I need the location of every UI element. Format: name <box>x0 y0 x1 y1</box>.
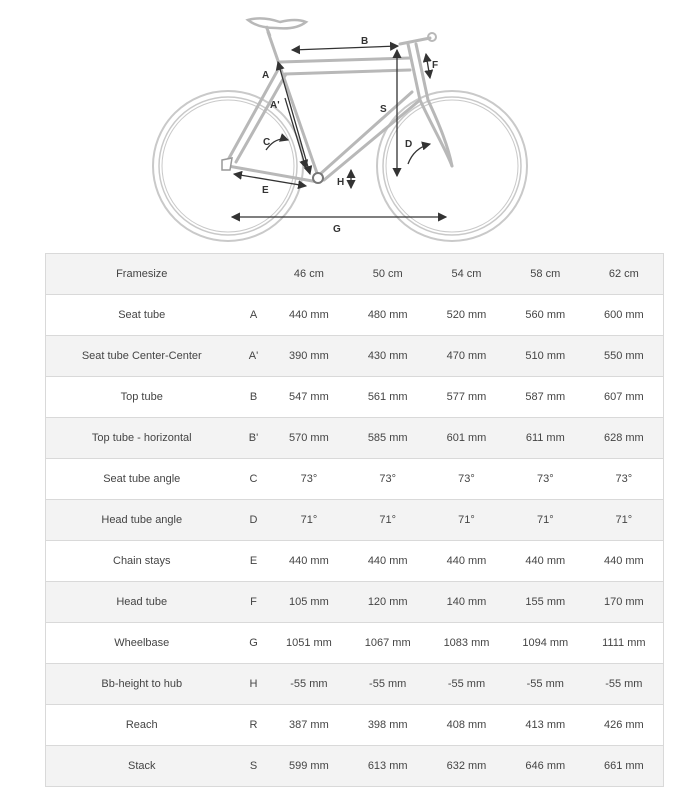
row-value: 607 mm <box>585 377 664 418</box>
row-value: 440 mm <box>270 295 349 336</box>
row-value: 120 mm <box>348 582 427 623</box>
row-value: 140 mm <box>427 582 506 623</box>
row-value: 570 mm <box>270 418 349 459</box>
table-row <box>46 623 664 664</box>
row-value: 440 mm <box>427 541 506 582</box>
row-label: Top tube <box>46 377 238 418</box>
row-label: Reach <box>46 705 238 746</box>
row-value: 426 mm <box>585 705 664 746</box>
row-value: 510 mm <box>506 336 585 377</box>
label-s: S <box>380 104 387 115</box>
row-label: Chain stays <box>46 541 238 582</box>
row-value: 440 mm <box>506 541 585 582</box>
label-g: G <box>333 224 341 235</box>
label-c: C <box>263 137 271 148</box>
row-value: 398 mm <box>348 705 427 746</box>
row-value: 71° <box>270 500 349 541</box>
row-value: 73° <box>506 459 585 500</box>
header-label: Framesize <box>46 254 238 295</box>
row-value: 71° <box>585 500 664 541</box>
header-code <box>238 254 270 295</box>
row-value: 155 mm <box>506 582 585 623</box>
row-value: 71° <box>348 500 427 541</box>
saddle <box>248 18 306 28</box>
table-row <box>46 295 664 336</box>
geometry-table <box>45 253 664 787</box>
row-value: 601 mm <box>427 418 506 459</box>
bike-geometry-diagram <box>0 0 676 248</box>
header-size: 46 cm <box>270 254 349 295</box>
row-value: 520 mm <box>427 295 506 336</box>
label-b: B <box>361 36 369 47</box>
row-value: 73° <box>585 459 664 500</box>
row-code: D <box>238 500 270 541</box>
row-value: 73° <box>270 459 349 500</box>
row-value: 73° <box>427 459 506 500</box>
row-label: Wheelbase <box>46 623 238 664</box>
label-a: A <box>262 70 270 81</box>
row-value: 613 mm <box>348 746 427 787</box>
row-code: G <box>238 623 270 664</box>
row-label: Head tube <box>46 582 238 623</box>
row-code: S <box>238 746 270 787</box>
table-row <box>46 541 664 582</box>
row-value: 440 mm <box>270 541 349 582</box>
table-row <box>46 459 664 500</box>
row-code: F <box>238 582 270 623</box>
row-value: 577 mm <box>427 377 506 418</box>
row-value: 71° <box>506 500 585 541</box>
row-value: 550 mm <box>585 336 664 377</box>
row-value: 632 mm <box>427 746 506 787</box>
row-code: B' <box>238 418 270 459</box>
row-value: 547 mm <box>270 377 349 418</box>
table-row <box>46 377 664 418</box>
row-code: R <box>238 705 270 746</box>
header-size: 54 cm <box>427 254 506 295</box>
row-value: 561 mm <box>348 377 427 418</box>
row-value: 560 mm <box>506 295 585 336</box>
table-row <box>46 418 664 459</box>
row-value: 440 mm <box>348 541 427 582</box>
row-label: Stack <box>46 746 238 787</box>
table-header-row <box>46 254 664 295</box>
dim-b-arrow <box>292 46 398 50</box>
row-code: E <box>238 541 270 582</box>
row-value: 1051 mm <box>270 623 349 664</box>
row-value: 480 mm <box>348 295 427 336</box>
row-value: 440 mm <box>585 541 664 582</box>
label-f: F <box>432 60 439 71</box>
label-d: D <box>405 139 413 150</box>
row-value: -55 mm <box>585 664 664 705</box>
row-value: 600 mm <box>585 295 664 336</box>
row-label: Seat tube angle <box>46 459 238 500</box>
row-value: 585 mm <box>348 418 427 459</box>
row-value: 408 mm <box>427 705 506 746</box>
row-value: -55 mm <box>348 664 427 705</box>
header-size: 58 cm <box>506 254 585 295</box>
header-size: 62 cm <box>585 254 664 295</box>
label-a-prime: A' <box>270 100 280 111</box>
row-value: -55 mm <box>506 664 585 705</box>
row-value: -55 mm <box>270 664 349 705</box>
row-value: 170 mm <box>585 582 664 623</box>
table-row <box>46 664 664 705</box>
label-h: H <box>337 177 345 188</box>
dim-a-arrow <box>278 62 310 174</box>
row-value: 646 mm <box>506 746 585 787</box>
row-label: Seat tube Center-Center <box>46 336 238 377</box>
row-code: C <box>238 459 270 500</box>
table-row <box>46 500 664 541</box>
row-value: 387 mm <box>270 705 349 746</box>
table-row <box>46 746 664 787</box>
label-e: E <box>262 185 269 196</box>
row-code: B <box>238 377 270 418</box>
row-value: 599 mm <box>270 746 349 787</box>
row-value: 1067 mm <box>348 623 427 664</box>
row-value: 628 mm <box>585 418 664 459</box>
row-code: H <box>238 664 270 705</box>
row-label: Top tube - horizontal <box>46 418 238 459</box>
table-row <box>46 336 664 377</box>
row-value: 1111 mm <box>585 623 664 664</box>
row-code: A' <box>238 336 270 377</box>
dim-f-arrow <box>426 54 430 78</box>
header-size: 50 cm <box>348 254 427 295</box>
row-code: A <box>238 295 270 336</box>
row-value: 470 mm <box>427 336 506 377</box>
table-row <box>46 582 664 623</box>
table-row <box>46 705 664 746</box>
row-label: Bb-height to hub <box>46 664 238 705</box>
row-value: 105 mm <box>270 582 349 623</box>
row-value: 71° <box>427 500 506 541</box>
row-value: 430 mm <box>348 336 427 377</box>
row-value: 390 mm <box>270 336 349 377</box>
bottom-bracket <box>313 173 323 183</box>
row-value: 1083 mm <box>427 623 506 664</box>
row-value: 413 mm <box>506 705 585 746</box>
row-label: Head tube angle <box>46 500 238 541</box>
row-label: Seat tube <box>46 295 238 336</box>
row-value: 587 mm <box>506 377 585 418</box>
row-value: 73° <box>348 459 427 500</box>
row-value: 661 mm <box>585 746 664 787</box>
row-value: 611 mm <box>506 418 585 459</box>
row-value: 1094 mm <box>506 623 585 664</box>
row-value: -55 mm <box>427 664 506 705</box>
bike-frame <box>228 32 452 182</box>
